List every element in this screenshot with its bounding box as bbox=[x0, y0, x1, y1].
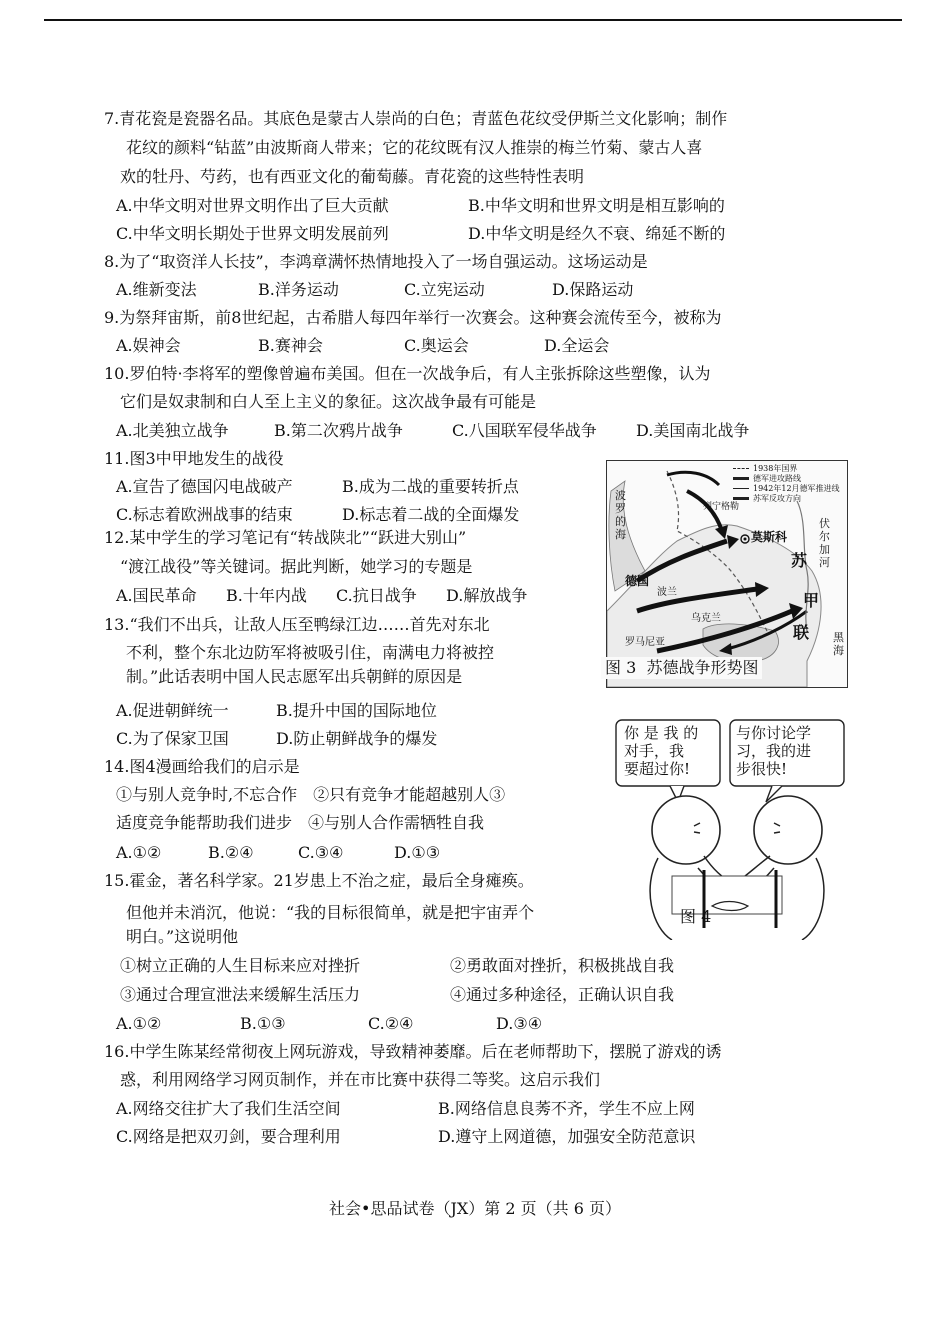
left-bubble-line-2: 对手，我 bbox=[624, 742, 685, 760]
q7-option-d: D.中华文明是经久不衰、绵延不断的 bbox=[468, 224, 726, 243]
map-legend bbox=[731, 464, 840, 504]
map-label-romania: 罗马尼亚 bbox=[625, 637, 665, 648]
q15-option-a: A.①② bbox=[116, 1014, 162, 1033]
q14-option-a: A.①② bbox=[116, 843, 162, 862]
figure3-map bbox=[606, 460, 848, 688]
q13-line-3: 制。”此话表明中国人民志愿军出兵朝鲜的原因是 bbox=[126, 667, 463, 686]
q12-line-2: “渡江战役”等关键词。据此判断，她学习的专题是 bbox=[120, 557, 473, 576]
q11-line-1: 11.图3中甲地发生的战役 bbox=[104, 449, 284, 468]
top-rule bbox=[44, 19, 902, 21]
map-label-moscow: 莫斯科 bbox=[751, 530, 788, 544]
q7-option-c: C.中华文明长期处于世界文明发展前列 bbox=[116, 224, 389, 243]
q8-option-c: C.立宪运动 bbox=[404, 280, 485, 299]
q15-statement-2: ②勇敢面对挫折，积极挑战自我 bbox=[450, 956, 675, 975]
q15-line-2: 但他并未消沉，他说：“我的目标很简单，就是把宇宙弄个 bbox=[126, 903, 535, 922]
q9-option-a: A.娱神会 bbox=[116, 336, 181, 355]
figure4-caption: 图 4 bbox=[680, 907, 712, 926]
q7-line-3: 欢的牡丹、芍药，也有西亚文化的葡萄藤。青花瓷的这些特性表明 bbox=[120, 167, 585, 186]
q8-option-b: B.洋务运动 bbox=[258, 280, 339, 299]
legend-item-soviet-counter: 苏军反攻方向 bbox=[731, 494, 840, 504]
q16-line-2: 惑，利用网络学习网页制作，并在市比赛中获得二等奖。这启示我们 bbox=[120, 1070, 601, 1089]
right-bubble-line-1: 与你讨论学 bbox=[736, 724, 812, 742]
q13-option-c: C.为了保家卫国 bbox=[116, 729, 229, 748]
q12-line-1: 12.某中学生的学习笔记有“转战陕北”“跃进大别山” bbox=[104, 528, 467, 547]
q16-line-1: 16.中学生陈某经常彻夜上网玩游戏，导致精神萎靡。后在老师帮助下，摆脱了游戏的诱 bbox=[104, 1042, 722, 1061]
q11-option-d: D.标志着二战的全面爆发 bbox=[342, 505, 520, 524]
page-footer: 社会•思品试卷（JX）第 2 页（共 6 页） bbox=[329, 1199, 621, 1218]
map-label-volga: 伏尔加河 bbox=[819, 517, 830, 569]
map-label-baltic-sea: 波罗的海 bbox=[615, 489, 626, 541]
q7-line-2: 花纹的颜料“钻蓝”由波斯商人带来；它的花纹既有汉人推崇的梅兰竹菊、蒙古人喜 bbox=[126, 138, 703, 157]
q10-option-d: D.美国南北战争 bbox=[636, 421, 750, 440]
q14-line-3: 适度竞争能帮助我们进步 ④与别人合作需牺牲自我 bbox=[116, 813, 485, 832]
right-bubble-line-3: 步很快! bbox=[736, 760, 788, 778]
map-label-su: 苏 bbox=[791, 551, 808, 570]
q12-option-d: D.解放战争 bbox=[446, 586, 528, 605]
legend-item-german-attack: 德军进攻路线 bbox=[731, 474, 840, 484]
q10-option-c: C.八国联军侵华战争 bbox=[452, 421, 597, 440]
q14-line-1: 14.图4漫画给我们的启示是 bbox=[104, 757, 300, 776]
map-label-leningrad: 列宁格勒 bbox=[703, 502, 740, 512]
q13-option-d: D.防止朝鲜战争的爆发 bbox=[276, 729, 438, 748]
right-bubble-line-2: 习，我的进 bbox=[736, 742, 812, 760]
q14-option-b: B.②④ bbox=[208, 843, 254, 862]
q14-option-d: D.①③ bbox=[394, 843, 441, 862]
q10-line-1: 10.罗伯特·李将军的塑像曾遍布美国。但在一次战争后，有人主张拆除这些塑像，认为 bbox=[104, 364, 711, 383]
q13-option-a: A.促进朝鲜统一 bbox=[116, 701, 229, 720]
map-label-lian: 联 bbox=[793, 623, 810, 642]
map-label-poland: 波兰 bbox=[657, 587, 677, 598]
q9-option-d: D.全运会 bbox=[544, 336, 610, 355]
q9-line-1: 9.为祭拜宙斯，前8世纪起，古希腊人每四年举行一次赛会。这种赛会流传至今，被称为 bbox=[104, 308, 722, 327]
q10-line-2: 它们是奴隶制和白人至上主义的象征。这次战争最有可能是 bbox=[120, 392, 537, 411]
q8-line-1: 8.为了“取资洋人长技”，李鸿章满怀热情地投入了一场自强运动。这场运动是 bbox=[104, 252, 648, 271]
q15-statement-3: ③通过合理宣泄法来缓解生活压力 bbox=[120, 985, 361, 1004]
q15-option-d: D.③④ bbox=[496, 1014, 543, 1033]
q13-option-b: B.提升中国的国际地位 bbox=[276, 701, 437, 720]
q12-option-a: A.国民革命 bbox=[116, 586, 197, 605]
q15-line-3: 明白。”这说明他 bbox=[126, 927, 239, 946]
map-label-germany: 德国 bbox=[625, 574, 650, 588]
q12-option-b: B.十年内战 bbox=[226, 586, 307, 605]
q13-line-1: 13.“我们不出兵，让敌人压至鸭绿江边……首先对东北 bbox=[104, 615, 490, 634]
q10-option-a: A.北美独立战争 bbox=[116, 421, 229, 440]
q16-options-row-2 bbox=[116, 1126, 696, 1192]
q13-line-2: 不利，整个东北边防军将被吸引住，南满电力将被控 bbox=[126, 643, 495, 662]
q15-statement-1: ①树立正确的人生目标来应对挫折 bbox=[120, 956, 361, 975]
q15-statement-4: ④通过多种途径，正确认识自我 bbox=[450, 985, 675, 1004]
q10-option-b: B.第二次鸦片战争 bbox=[274, 421, 403, 440]
legend-item-border: 1938年国界 bbox=[731, 464, 840, 474]
q16-option-b: B.网络信息良莠不齐，学生不应上网 bbox=[438, 1099, 695, 1118]
q9-option-b: B.赛神会 bbox=[258, 336, 323, 355]
map-label-black-sea: 黑海 bbox=[833, 631, 844, 657]
figure4-cartoon bbox=[612, 718, 852, 940]
q8-option-d: D.保路运动 bbox=[552, 280, 634, 299]
q11-option-c: C.标志着欧洲战事的结束 bbox=[116, 505, 293, 524]
figure3-caption: 图 3 苏德战争形势图 bbox=[601, 657, 762, 679]
q7-option-a: A.中华文明对世界文明作出了巨大贡献 bbox=[116, 196, 389, 215]
legend-item-1942-line: 1942年12月德军推进线 bbox=[731, 484, 840, 494]
q15-option-b: B.①③ bbox=[240, 1014, 286, 1033]
left-bubble-line-3: 要超过你! bbox=[624, 760, 691, 778]
left-bubble-line-1: 你 是 我 的 bbox=[624, 724, 699, 742]
q15-option-c: C.②④ bbox=[368, 1014, 414, 1033]
map-label-jia: 甲 bbox=[803, 591, 820, 610]
q7-option-b: B.中华文明和世界文明是相互影响的 bbox=[468, 196, 725, 215]
q16-option-c: C.网络是把双刃剑，要合理利用 bbox=[116, 1127, 341, 1146]
map-label-ukraine: 乌克兰 bbox=[691, 613, 721, 624]
q11-option-b: B.成为二战的重要转折点 bbox=[342, 477, 519, 496]
q9-option-c: C.奥运会 bbox=[404, 336, 469, 355]
q8-option-a: A.维新变法 bbox=[116, 280, 197, 299]
q14-option-c: C.③④ bbox=[298, 843, 344, 862]
q11-option-a: A.宣告了德国闪电战破产 bbox=[116, 477, 293, 496]
q15-line-1: 15.霍金，著名科学家。21岁患上不治之症，最后全身瘫痪。 bbox=[104, 871, 534, 890]
q7-line-1: 7.青花瓷是瓷器名品。其底色是蒙古人崇尚的白色；青蓝色花纹受伊斯兰文化影响；制作 bbox=[104, 109, 728, 128]
q16-option-a: A.网络交往扩大了我们生活空间 bbox=[116, 1099, 341, 1118]
q12-option-c: C.抗日战争 bbox=[336, 586, 417, 605]
q14-line-2: ①与别人竞争时,不忘合作 ②只有竞争才能超越别人③ bbox=[116, 785, 506, 804]
q16-option-d: D.遵守上网道德，加强安全防范意识 bbox=[438, 1127, 696, 1146]
